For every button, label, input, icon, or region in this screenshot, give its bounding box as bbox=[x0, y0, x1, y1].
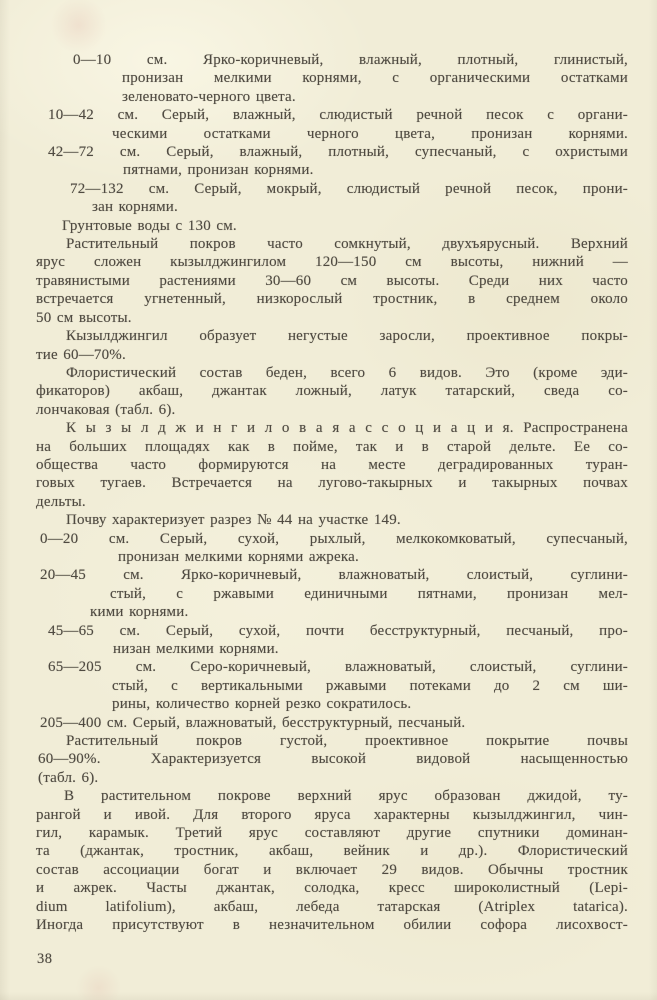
text-line: говых тугаев. Встречается на лугово-такырных и такырных почвах bbox=[36, 475, 628, 492]
text-line: фикаторов) акбаш, джантак ложный, латук татарский, сведа со- bbox=[36, 383, 628, 400]
text-line: ческими остатками черного цвета, пронизан корнями. bbox=[112, 125, 628, 142]
text-line: 60—90%. Характеризуется высокой видовой насыщенностью bbox=[38, 751, 628, 768]
text-line: стый, с ржавыми единичными пятнами, пронизан мел- bbox=[110, 585, 628, 602]
text-line: 42—72 см. Серый, влажный, плотный, супесчаный, с охристыми bbox=[48, 144, 628, 161]
text-line: рины, количество корней резко сократилось. bbox=[112, 696, 412, 713]
text-line: гил, карамык. Третий ярус составляют другие спутники доминан- bbox=[36, 825, 628, 842]
text-line: стый, с вертикальными ржавыми потеками до 2 см ши- bbox=[112, 677, 628, 694]
text-line: пронизан мелкими корнями ажрека. bbox=[118, 548, 359, 565]
text-line: встречается угнетенный, низкорослый тростник, в среднем около bbox=[36, 291, 628, 308]
text-line: 0—10 см. Ярко-коричневый, влажный, плотный, глинистый, bbox=[73, 52, 628, 68]
text-line: общества часто формируются на месте деградированных туран- bbox=[36, 456, 628, 473]
text-line: низан мелкими корнями. bbox=[113, 641, 279, 657]
text-line: Иногда присутствуют в незначительном обилии софора лисохвост- bbox=[36, 917, 628, 934]
text-line: dium latifolium), акбаш, лебеда татарская (Atriplex tatarica). bbox=[36, 898, 628, 915]
text-line: 72—132 см. Серый, мокрый, слюдистый речной песок, прони- bbox=[70, 180, 628, 197]
text-line: Грунтовые воды с 130 см. bbox=[62, 217, 237, 234]
text-line: ярус сложен кызылджингилом 120—150 см высоты, нижний — bbox=[36, 254, 628, 271]
page-number: 38 bbox=[37, 951, 53, 967]
text-line: 50 см высоты. bbox=[36, 309, 132, 326]
text-line: зан корнями. bbox=[92, 199, 178, 216]
text-line: 205—400 см. Серый, влажноватый, бесструктурный, песчаный. bbox=[40, 714, 466, 731]
text-line: К ы з ы л д ж и н г и л о в а я а с с о ц и а ц и я. Распространена bbox=[66, 420, 628, 437]
text-line: Флористический состав беден, всего 6 видов. Это (кроме эди- bbox=[66, 364, 628, 381]
text-line: (табл. 6). bbox=[38, 769, 99, 786]
text-line: пятнами, пронизан корнями. bbox=[123, 162, 314, 179]
page-text bbox=[34, 51, 628, 935]
text-line: зеленовато-черного цвета. bbox=[122, 88, 296, 105]
text-line: на больших площадях как в пойме, так и в старой дельте. Ее со- bbox=[36, 438, 628, 455]
text-line: Кызылджингил образует негустые заросли, проективное покры- bbox=[66, 328, 628, 345]
text-line: Почву характеризует разрез № 44 на участке 149. bbox=[66, 512, 401, 529]
text-line: рангой и ивой. Для второго яруса характерны кызылджингил, чин- bbox=[36, 806, 628, 823]
text-line: лончаковая (табл. 6). bbox=[36, 401, 176, 418]
text-line: 45—65 см. Серый, сухой, почти бесструктурный, песчаный, про- bbox=[48, 622, 628, 639]
text-line: дельты. bbox=[36, 493, 86, 510]
text-line: тие 60—70%. bbox=[36, 346, 126, 363]
text-line: Растительный покров часто сомкнутый, двухъярусный. Верхний bbox=[66, 236, 628, 253]
text-line: Растительный покров густой, проективное покрытие почвы bbox=[66, 733, 628, 750]
text-line: та (джантак, тростник, акбаш, вейник и др.). Флористический bbox=[36, 843, 628, 860]
text-line: состав ассоциации богат и включает 29 видов. Обычны тростник bbox=[36, 861, 628, 878]
text-line: 10—42 см. Серый, влажный, слюдистый речной песок с органи- bbox=[48, 107, 628, 124]
text-line: пронизан мелкими корнями, с органическими остатками bbox=[122, 70, 628, 87]
text-line: и ажрек. Часты джантак, солодка, кресс широколистный (Lepi- bbox=[36, 880, 628, 897]
text-line: 20—45 см. Ярко-коричневый, влажноватый, слоистый, суглини- bbox=[40, 567, 628, 584]
text-line: кими корнями. bbox=[90, 604, 189, 621]
text-line: 0—20 см. Серый, сухой, рыхлый, мелкокомковатый, супесчаный, bbox=[40, 530, 628, 547]
text-line: В растительном покрове верхний ярус образован джидой, ту- bbox=[64, 788, 628, 805]
text-line: 65—205 см. Серо-коричневый, влажноватый, слоистый, суглини- bbox=[48, 659, 628, 676]
text-line: травянистыми растениями 30—60 см высоты. Среди них часто bbox=[36, 272, 628, 289]
